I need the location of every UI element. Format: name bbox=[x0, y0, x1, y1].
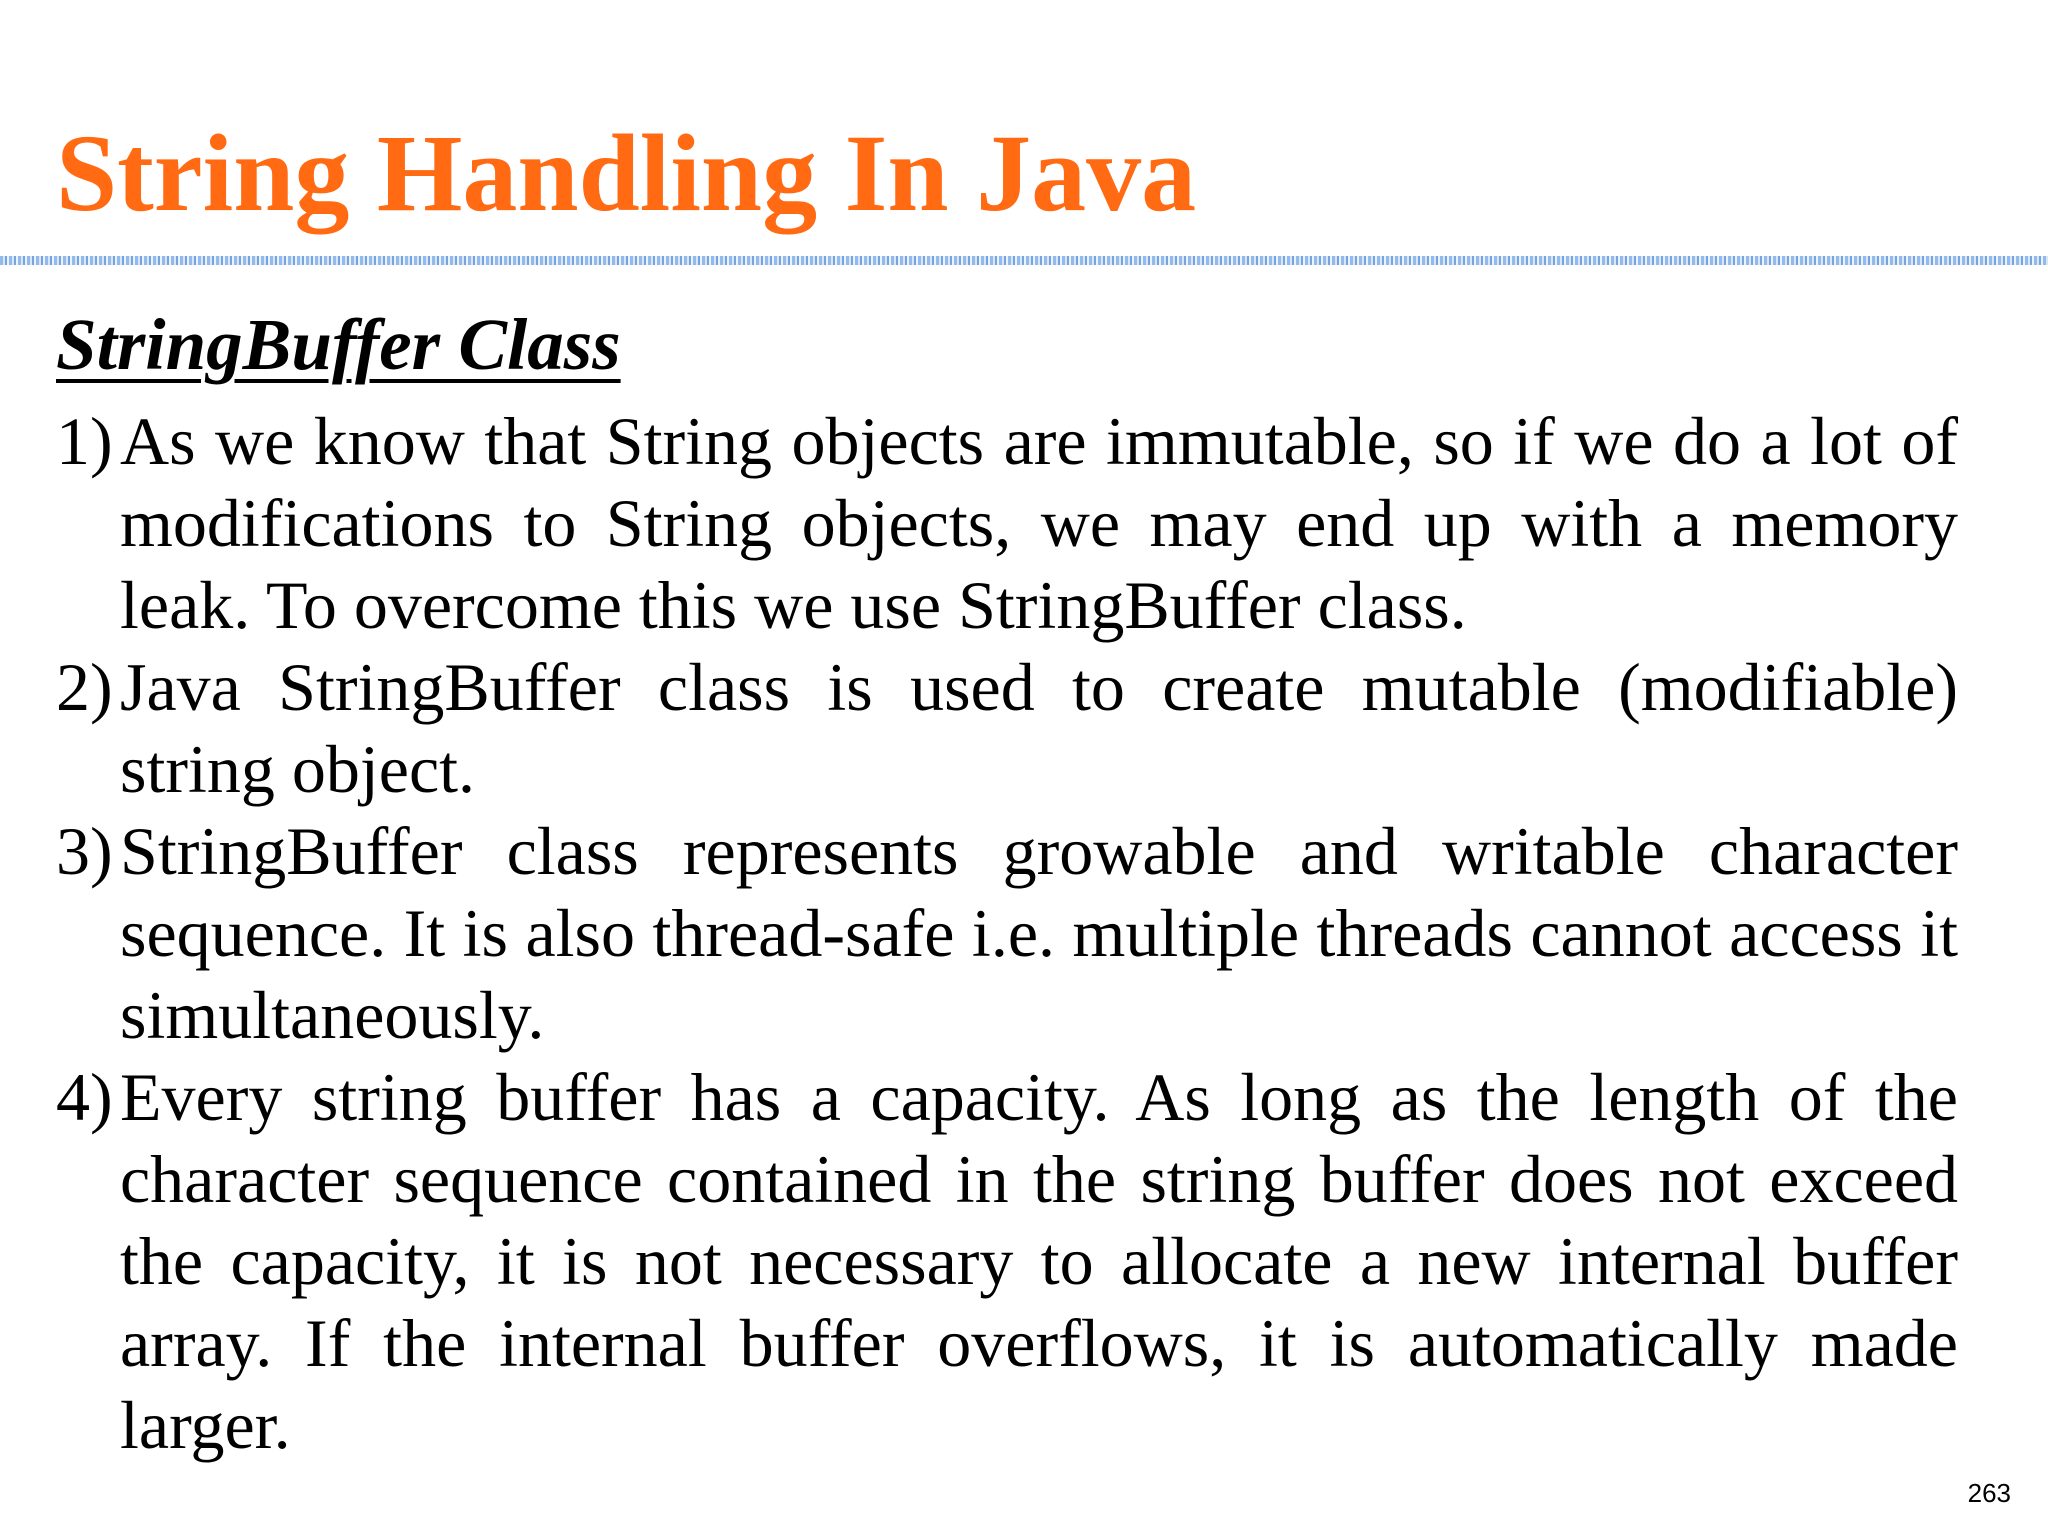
list-item-number: 1) bbox=[56, 403, 113, 479]
list-item bbox=[56, 400, 1958, 646]
list-item-text: Java StringBuffer class is used to create mutable (modifiable) string object. bbox=[120, 649, 1958, 807]
list-item-text: As we know that String objects are immutable, so if we do a lot of modifications to String objects, we may end up with a memory leak. To overcome this we use StringBuffer class. bbox=[120, 403, 1958, 643]
title-divider bbox=[0, 256, 2048, 265]
list-item-text: Every string buffer has a capacity. As long as the length of the character sequence contained in the string buffer does not exceed the capacity, it is not necessary to allocate a new internal buffer array. If the internal buffer overflows, it is automatically made larger. bbox=[120, 1059, 1958, 1463]
list-item-number: 3) bbox=[56, 813, 113, 889]
list-item-text: StringBuffer class represents growable and writable character sequence. It is also thread-safe i.e. multiple threads cannot access it simultaneously. bbox=[120, 813, 1958, 1053]
list-item bbox=[56, 810, 1958, 1056]
section-heading: StringBuffer Class bbox=[56, 304, 621, 385]
list-item bbox=[56, 1056, 1958, 1466]
list-item-number: 4) bbox=[56, 1059, 113, 1135]
slide-title: String Handling In Java bbox=[56, 112, 1197, 234]
page-number: 263 bbox=[1967, 1478, 2011, 1508]
list-item-number: 2) bbox=[56, 649, 113, 725]
content-list bbox=[56, 400, 1958, 1466]
list-item bbox=[56, 646, 1958, 810]
